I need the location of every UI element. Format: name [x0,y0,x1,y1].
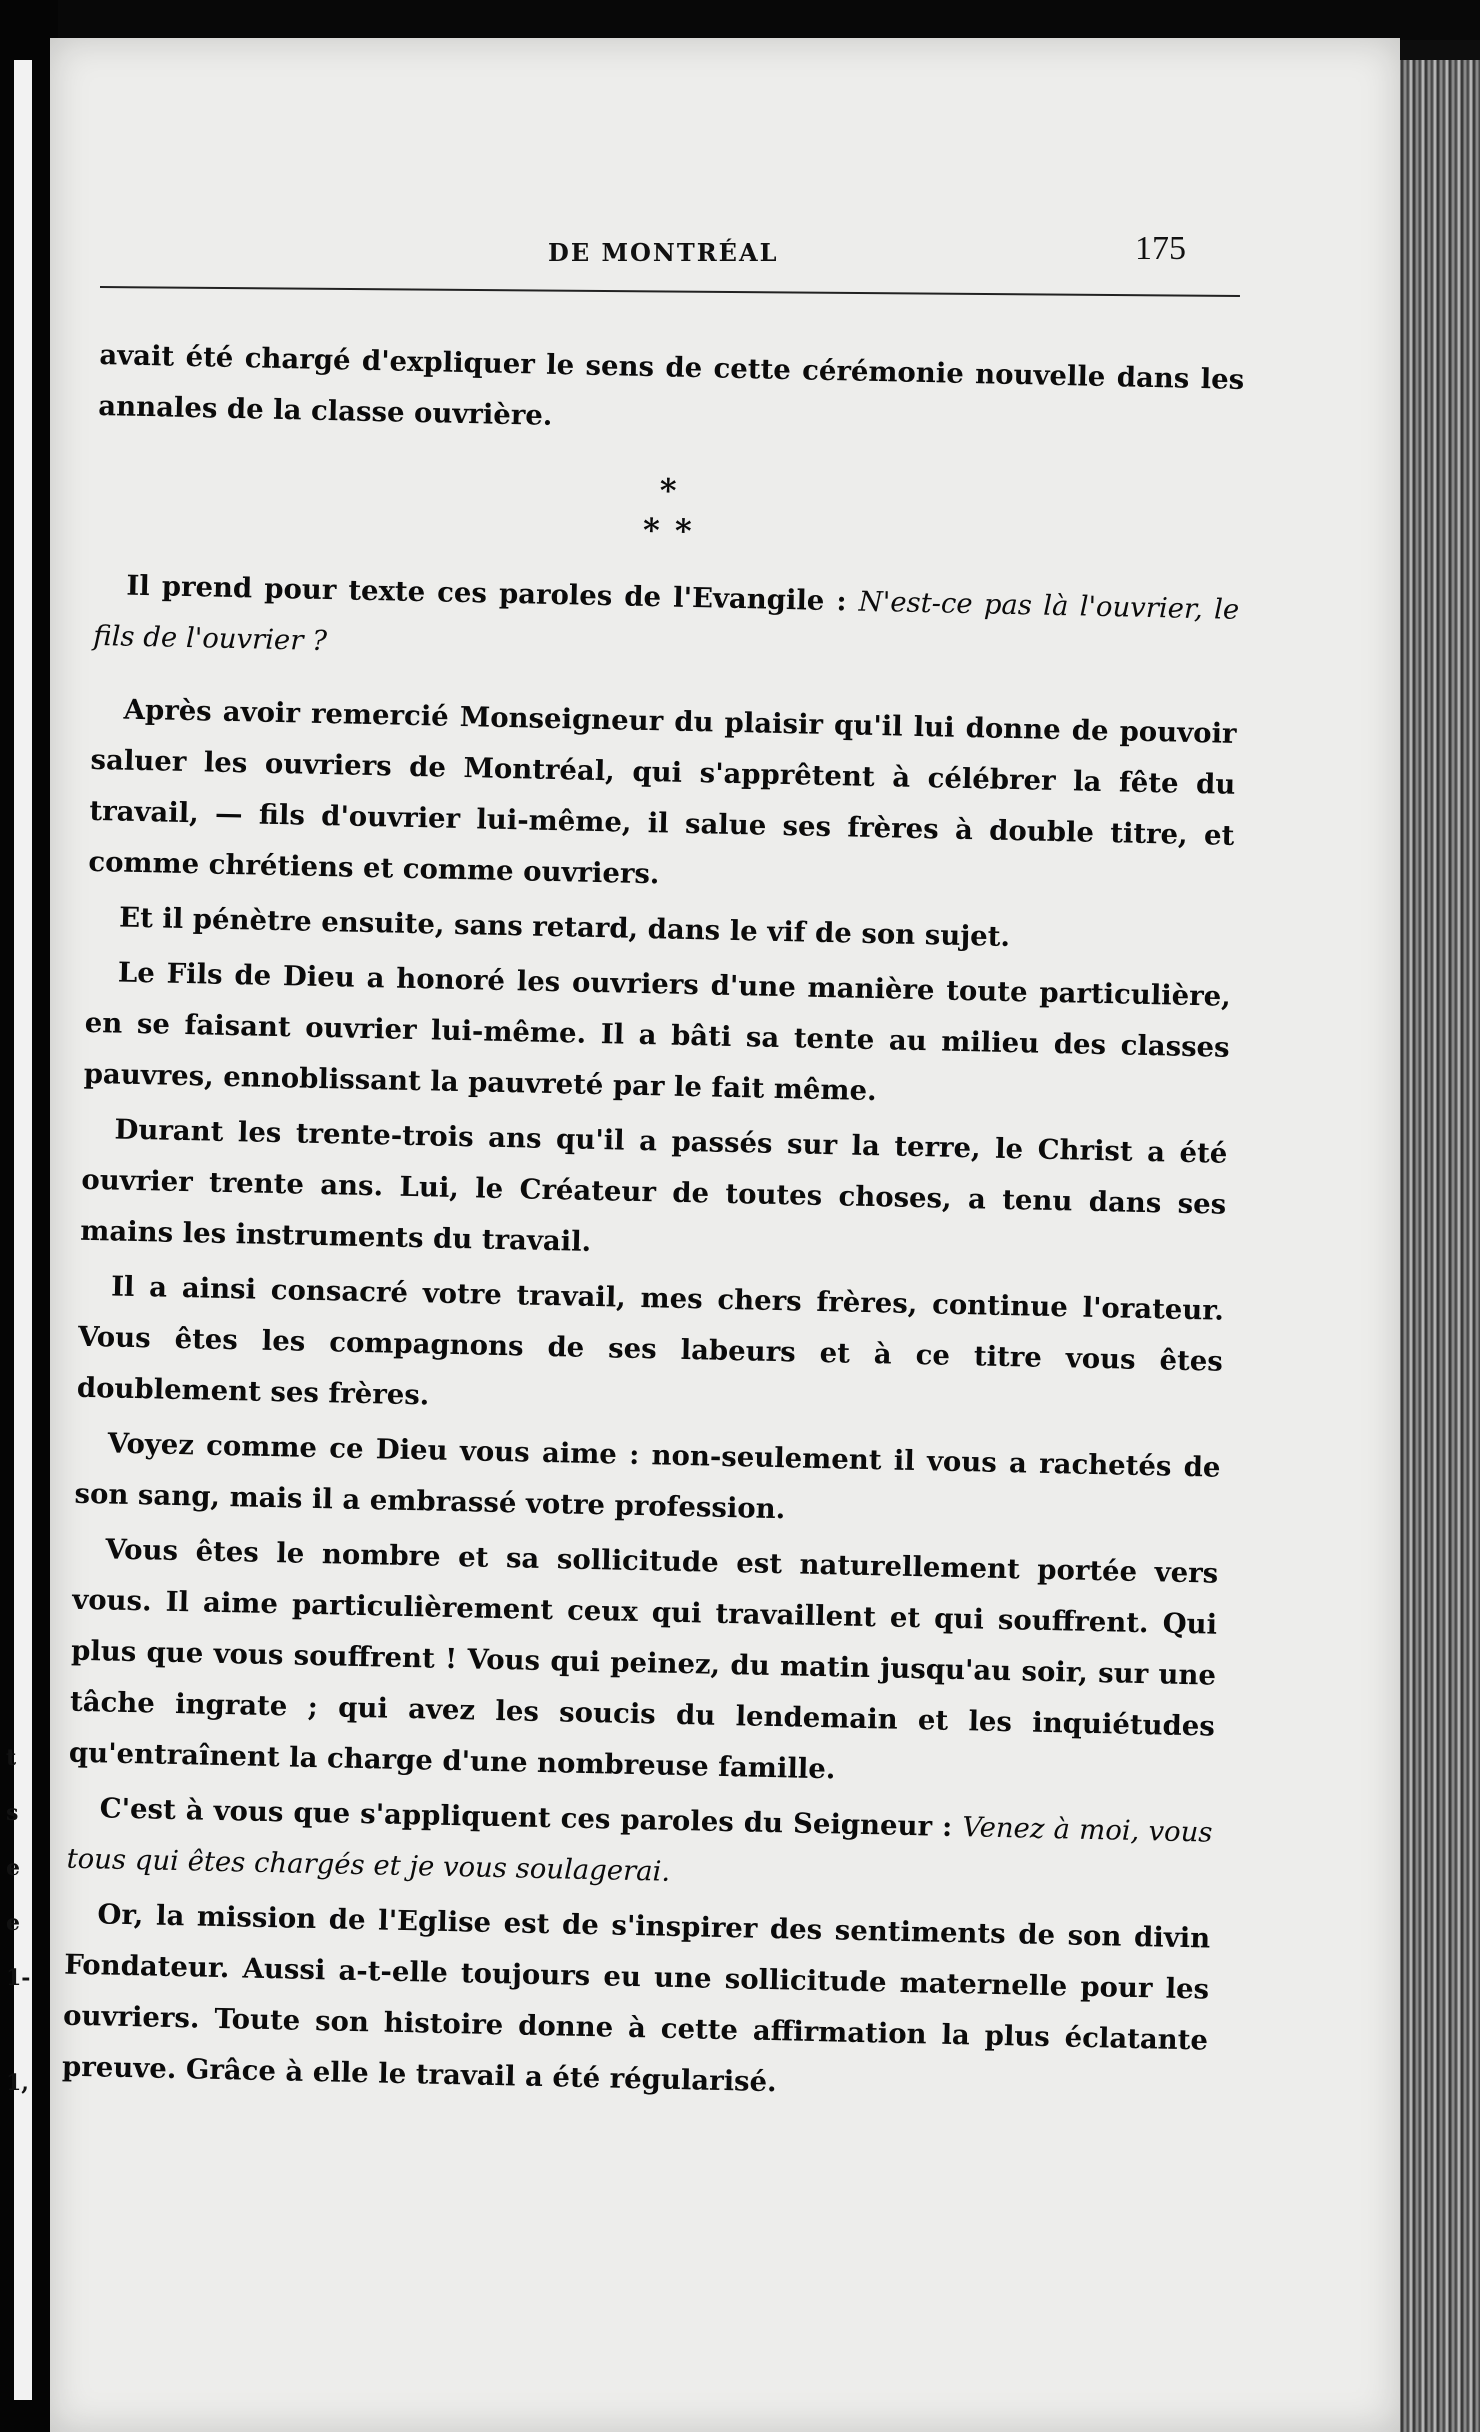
paragraph-9 [66,1783,1213,1910]
paragraph-7: Voyez comme ce Dieu vous aime : non-seulement il vous a rachetés de son sang, mais il a embrassé votre profession. [74,1427,1221,1526]
paragraph-2: Après avoir remercié Monseigneur du plaisir qu'il lui donne de pouvoir saluer les ouvriers de Montréal, qui s'apprêtent à célébrer la fête du travail, — fils d'ouvrier lui-même, il salue ses frères à double titre, et comme chrétiens et comme ouvriers. [88,693,1237,891]
margin-mark: 1, [6,2070,29,2096]
paragraph-3: Et il pénètre ensuite, sans retard, dans le vif de son sujet. [118,901,1011,953]
page-body [61,330,1244,2122]
paragraph-0: avait été chargé d'expliquer le sens de cette cérémonie nouvelle dans les annales de la classe ouvrière. [97,338,1245,432]
header-rule [100,286,1240,297]
section-separator: * * * [642,471,694,550]
margin-mark: t [6,1745,17,1771]
paragraph-10: Or, la mission de l'Eglise est de s'inspirer des sentiments de son divin Fondateur. Aussi a-t-elle toujours eu une sollicitude maternelle pour les ouvriers. Toute son histoire donne à cette affirmation la plus éclatante preuve. Grâce à elle le travail a été régularisé. [61,1898,1211,2099]
paragraph-6: Il a ainsi consacré votre travail, mes chers frères, continue l'orateur. Vous êtes les compagnons de ses labeurs et à ce titre vous êtes doublement ses frères. [76,1270,1225,1412]
margin-mark: 1- [6,1965,31,1991]
paragraph-1 [93,560,1240,687]
page-header [50,230,1400,278]
page-number: 175 [1135,230,1186,267]
paragraph-9-quote: Venez à moi, vous tous qui êtes chargés et je vous soulagerai. [66,1811,1213,1888]
book-page [50,38,1400,2432]
previous-page-edge [14,60,32,2400]
page-edges [1390,60,1480,2432]
paragraph-5: Durant les trente-trois ans qu'il a passés sur la terre, le Christ a été ouvrier trente ans. Lui, le Créateur de toutes choses, a tenu dans ses mains les instruments du travail. [79,1113,1228,1258]
margin-mark: s [6,1800,19,1826]
margin-mark: e [6,1910,20,1936]
margin-mark: e [6,1855,20,1881]
running-title: DE MONTRÉAL [548,238,779,267]
paragraph-1-quote: N'est-ce pas là l'ouvrier, le fils de l'ouvrier ? [92,585,1240,658]
scan-top-border [0,0,1480,40]
paragraph-9-lead: C'est à vous que s'appliquent ces paroles du Seigneur : [99,1792,963,1844]
paragraph-1-lead: Il prend pour texte ces paroles de l'Evangile : [126,569,859,618]
paragraph-4: Le Fils de Dieu a honoré les ouvriers d'une manière toute particulière, en se faisant ouvrier lui-même. Il a bâti sa tente au milieu des classes pauvres, ennoblissant la pauvreté par le fait même. [83,956,1232,1108]
paragraph-8: Vous êtes le nombre et sa sollicitude est naturellement portée vers vous. Il aime particulièrement ceux qui travaillent et qui souffrent. Qui plus que vous souffrent ! Vous qui peinez, du matin jusqu'au soir, sur une tâche ingrate ; qui avez les soucis du lendemain et les inquiétudes qu'entraînent la charge d'une nombreuse famille. [68,1533,1219,1786]
